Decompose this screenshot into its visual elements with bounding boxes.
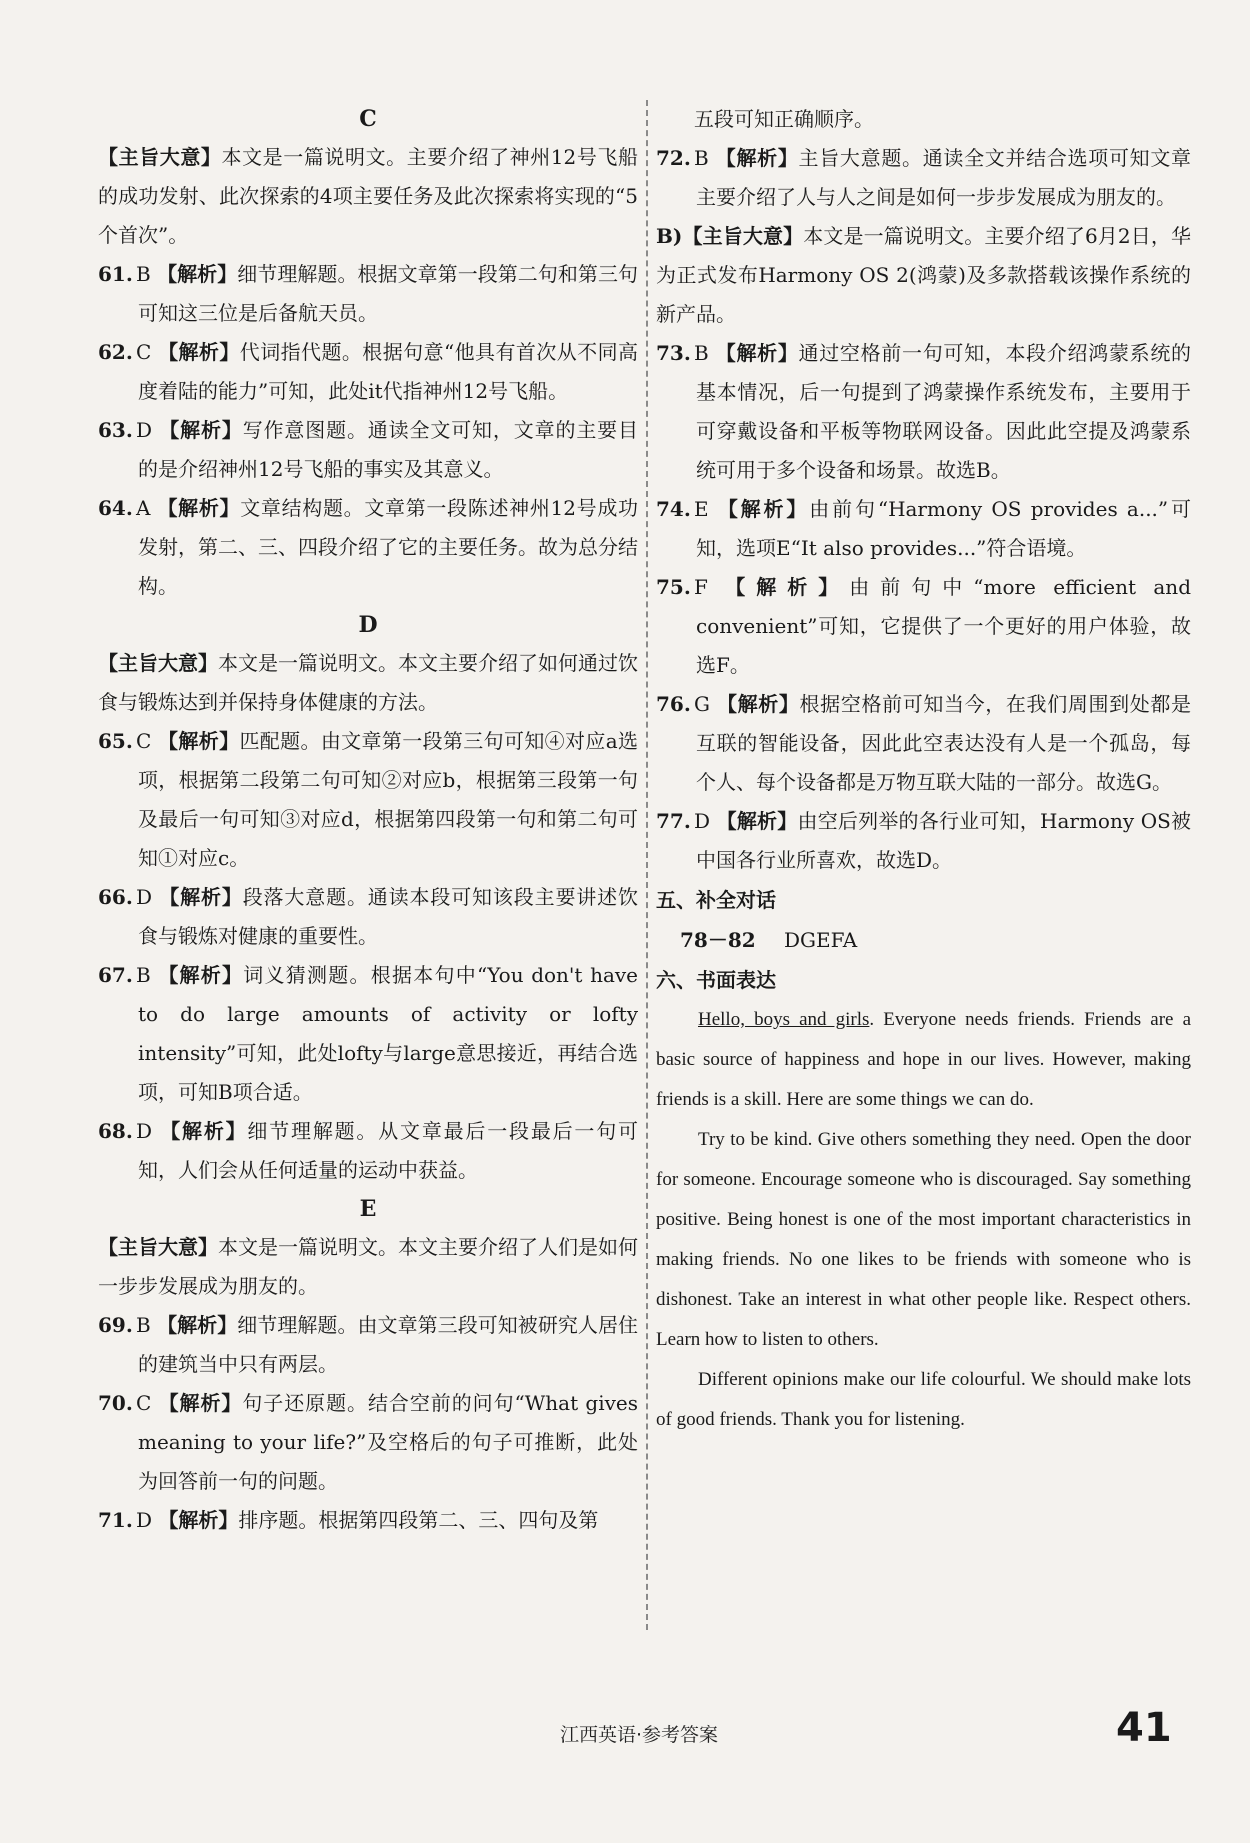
left-column <box>98 100 638 1540</box>
answer-74: 74. E 【解析】由前句“Harmony OS provides a...”可知，选项E“It also provides...”符合语境。 <box>656 497 1192 560</box>
answer-77: 77. D 【解析】由空后列举的各行业可知，Harmony OS被中国各行业所喜欢，故选D。 <box>656 809 1192 872</box>
answer-67: 67. B 【解析】词义猜测题。根据本句中“You don't have to do large amounts of activity or lofty intensity”可知，此处lofty与large意思接近，再结合选项，可知B项合适。 <box>98 963 639 1104</box>
answer-61: 61. B 【解析】细节理解题。根据文章第一段第二句和第三句可知这三位是后备航天员。 <box>98 262 639 325</box>
section-5-heading: 五、补全对话 <box>656 888 776 912</box>
section-b-main-idea: B)【主旨大意】本文是一篇说明文。主要介绍了6月2日，华为正式发布Harmony OS 2(鸿蒙)及多款搭载该操作系统的新产品。 <box>656 224 1192 326</box>
answer-78-82: 78－82 DGEFA <box>680 928 858 952</box>
answer-76: 76. G 【解析】根据空格前可知当今，在我们周围到处都是互联的智能设备，因此此空表达没有人是一个孤岛，每个人、每个设备都是万物互联大陆的一部分。故选G。 <box>656 692 1192 794</box>
right-column <box>656 100 1191 1440</box>
section-c-heading: C <box>359 106 377 132</box>
essay-paragraph-3: Different opinions make our life colourful. We should make lots of good friends. Thank you for listening. <box>656 1369 1191 1430</box>
answer-64: 64. A 【解析】文章结构题。文章第一段陈述神州12号成功发射，第二、三、四段介绍了它的主要任务。故为总分结构。 <box>98 496 639 598</box>
section-e-main-idea: 【主旨大意】本文是一篇说明文。本文主要介绍了人们是如何一步步发展成为朋友的。 <box>98 1235 638 1298</box>
essay-paragraph-1: Hello, boys and girls. Everyone needs friends. Friends are a basic source of happiness and hope in our lives. However, making friends is a skill. Here are some things we can do. <box>656 1009 1191 1110</box>
answer-69: 69. B 【解析】细节理解题。由文章第三段可知被研究人居住的建筑当中只有两层。 <box>98 1313 639 1376</box>
essay-greeting: Hello, boys and girls <box>698 1009 870 1030</box>
answer-73: 73. B 【解析】通过空格前一句可知，本段介绍鸿蒙系统的基本情况，后一句提到了鸿蒙操作系统发布，主要用于可穿戴设备和平板等物联网设备。因此此空提及鸿蒙系统可用于多个设备和场景。故选B。 <box>656 341 1192 482</box>
section-d-main-idea: 【主旨大意】本文是一篇说明文。本文主要介绍了如何通过饮食与锻炼达到并保持身体健康的方法。 <box>98 651 638 714</box>
footer-title: 江西英语·参考答案 <box>560 1724 719 1746</box>
answer-66: 66. D 【解析】段落大意题。通读本段可知该段主要讲述饮食与锻炼对健康的重要性。 <box>98 885 639 948</box>
section-6-heading: 六、书面表达 <box>656 968 776 992</box>
answer-63: 63. D 【解析】写作意图题。通读全文可知，文章的主要目的是介绍神州12号飞船的事实及其意义。 <box>98 418 639 481</box>
answer-71-continued: 五段可知正确顺序。 <box>694 107 874 131</box>
section-e-heading: E <box>359 1196 377 1222</box>
answer-65: 65. C 【解析】匹配题。由文章第一段第三句可知④对应a选项，根据第二段第二句可知②对应b，根据第三段第一句及最后一句可知③对应d，根据第四段第一句和第二句可知①对应c。 <box>98 729 639 870</box>
answer-62: 62. C 【解析】代词指代题。根据句意“他具有首次从不同高度着陆的能力”可知，此处it代指神州12号飞船。 <box>98 340 638 403</box>
answer-70: 70. C 【解析】句子还原题。结合空前的问句“What gives meaning to your life?”及空格后的句子可推断，此处为回答前一句的问题。 <box>98 1391 639 1493</box>
section-c-main-idea: 【主旨大意】本文是一篇说明文。主要介绍了神州12号飞船的成功发射、此次探索的4项主要任务及此次探索将实现的“5个首次”。 <box>98 145 639 247</box>
answer-71: 71. D 【解析】排序题。根据第四段第二、三、四句及第 <box>98 1508 599 1532</box>
answer-75: 75. F 【解析】由前句中“more efficient and convenient”可知，它提供了一个更好的用户体验，故选F。 <box>656 575 1191 677</box>
essay-paragraph-2: Try to be kind. Give others something they need. Open the door for someone. Encourage someone who is discouraged. Say something positive. Being honest is one of the most important characteristics in making friends. No one likes to be friends with someone who is dishonest. Take an interest in what other people like. Respect others. Learn how to listen to others. <box>656 1129 1191 1350</box>
answer-68: 68. D 【解析】细节理解题。从文章最后一段最后一句可知，人们会从任何适量的运动中获益。 <box>98 1119 639 1182</box>
answer-72: 72. B 【解析】主旨大意题。通读全文并结合选项可知文章主要介绍了人与人之间是如何一步步发展成为朋友的。 <box>656 146 1192 209</box>
column-divider <box>646 100 648 1630</box>
page-number: 41 <box>1116 1705 1172 1751</box>
section-d-heading: D <box>358 612 378 638</box>
